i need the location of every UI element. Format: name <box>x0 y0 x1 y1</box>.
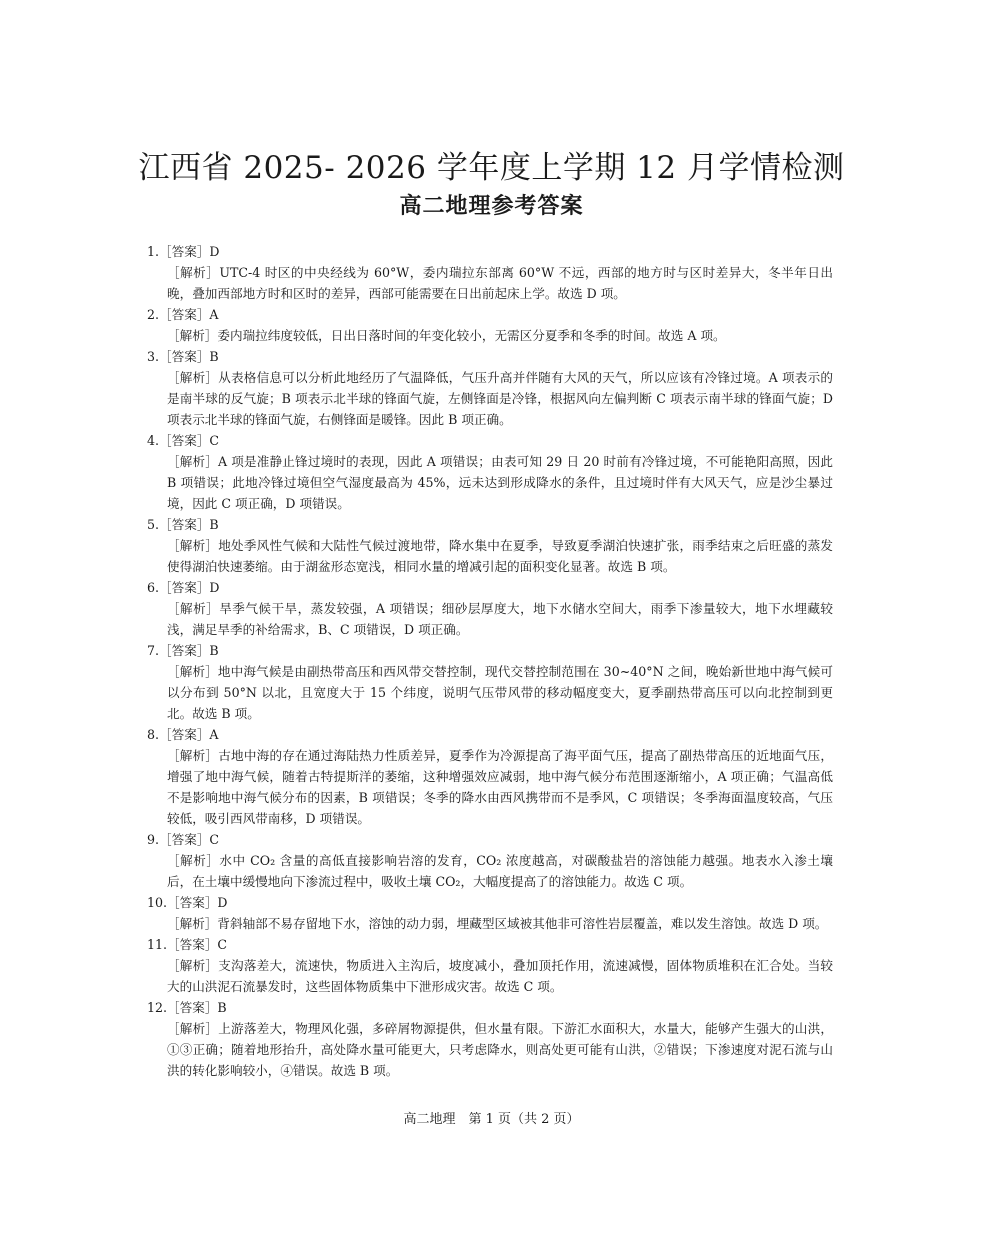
answer-line <box>147 304 833 325</box>
question-9 <box>147 829 833 892</box>
answer-line <box>147 514 833 535</box>
answer-line <box>147 241 833 262</box>
answer-text: ［答案］B <box>159 517 219 532</box>
question-2 <box>147 304 833 346</box>
analysis-text: ［解析］背斜轴部不易存留地下水，溶蚀的动力弱，埋藏型区域被其他非可溶性岩层覆盖，难以发生溶蚀。故选 D 项。 <box>167 916 828 931</box>
analysis-text: ［解析］旱季气候干旱，蒸发较强，A 项错误；细砂层厚度大，地下水储水空间大，雨季下渗量较大，地下水埋藏较浅，满足旱季的补给需求，B、C 项错误，D 项正确。 <box>167 601 833 637</box>
question-5 <box>147 514 833 577</box>
question-11 <box>147 934 833 997</box>
answer-text: ［答案］D <box>167 895 228 910</box>
answer-line <box>147 430 833 451</box>
answer-line <box>147 724 833 745</box>
answer-text: ［答案］C <box>159 832 220 847</box>
question-number: 2. <box>147 307 160 322</box>
analysis-text: ［解析］从表格信息可以分析此地经历了气温降低，气压升高并伴随有大风的天气，所以应该有冷锋过境。A 项表示的是南半球的反气旋；B 项表示北半球的锋面气旋，左侧锋面是冷锋，根据风向左偏判断 C 项表示南半球的锋面气旋；D 项表示北半球的锋面气旋，右侧锋面是暖锋。因此 B 项正确。 <box>167 370 833 427</box>
question-3 <box>147 346 833 430</box>
answer-text: ［答案］A <box>159 727 219 742</box>
question-number: 8. <box>147 727 160 742</box>
answer-line <box>147 346 833 367</box>
answer-line <box>147 829 833 850</box>
answer-line <box>147 577 833 598</box>
page-subtitle: 高二地理参考答案 <box>399 194 584 219</box>
page-title: 江西省 2025- 2026 学年度上学期 12 月学情检测 <box>138 150 845 186</box>
answer-line <box>147 640 833 661</box>
question-1 <box>147 241 833 304</box>
answer-line <box>147 997 833 1018</box>
question-7 <box>147 640 833 724</box>
answer-line <box>147 934 833 955</box>
answer-list <box>147 241 833 1081</box>
question-number: 5. <box>147 517 160 532</box>
answer-text: ［答案］D <box>159 244 220 259</box>
question-number: 4. <box>147 433 160 448</box>
answer-text: ［答案］B <box>159 349 219 364</box>
question-number: 1. <box>147 244 160 259</box>
analysis-text: ［解析］水中 CO₂ 含量的高低直接影响岩溶的发育，CO₂ 浓度越高，对碳酸盐岩的溶蚀能力越强。地表水入渗土壤后，在土壤中缓慢地向下渗流过程中，吸收土壤 CO₂，大幅度提高了的溶蚀能力。故选 C 项。 <box>167 853 833 889</box>
question-6 <box>147 577 833 640</box>
analysis-text: ［解析］支沟落差大，流速快，物质进入主沟后，坡度减小，叠加顶托作用，流速减慢，固体物质堆积在汇合处。当较大的山洪泥石流暴发时，这些固体物质集中下泄形成灾害。故选 C 项。 <box>167 958 833 994</box>
answer-text: ［答案］C <box>159 433 220 448</box>
question-number: 9. <box>147 832 160 847</box>
analysis-text: ［解析］古地中海的存在通过海陆热力性质差异，夏季作为冷源提高了海平面气压，提高了副热带高压的近地面气压，增强了地中海气候，随着古特提斯洋的萎缩，这种增强效应减弱，地中海气候分布范围逐渐缩小，A 项正确；气温高低不是影响地中海气候分布的因素，B 项错误；冬季的降水由西风携带而不是季风，C 项错误；冬季海面温度较高，气压较低，吸引西风带南移，D 项错误。 <box>167 748 833 826</box>
question-10 <box>147 892 833 934</box>
analysis-text: ［解析］UTC-4 时区的中央经线为 60°W，委内瑞拉东部离 60°W 不远，西部的地方时与区时差异大，冬半年日出晚，叠加西部地方时和区时的差异，西部可能需要在日出前起床上学。故选 D 项。 <box>167 265 833 301</box>
question-number: 3. <box>147 349 160 364</box>
question-number: 10. <box>147 895 168 910</box>
analysis-text: ［解析］地中海气候是由副热带高压和西风带交替控制，现代交替控制范围在 30~40°N 之间，晚始新世地中海气候可以分布到 50°N 以北，且宽度大于 15 个纬度，说明气压带风带的移动幅度变大，夏季副热带高压可以向北控制到更北。故选 B 项。 <box>167 664 833 721</box>
question-number: 7. <box>147 643 160 658</box>
answer-text: ［答案］D <box>159 580 220 595</box>
question-8 <box>147 724 833 829</box>
question-12 <box>147 997 833 1081</box>
answer-line <box>147 892 833 913</box>
answer-text: ［答案］A <box>159 307 219 322</box>
answer-text: ［答案］B <box>159 643 219 658</box>
question-number: 12. <box>147 1000 168 1015</box>
answer-text: ［答案］B <box>167 1000 227 1015</box>
analysis-text: ［解析］上游落差大，物理风化强，多碎屑物源提供，但水量有限。下游汇水面积大，水量大，能够产生强大的山洪，①③正确；随着地形抬升，高处降水量可能更大，只考虑降水，则高处更可能有山洪，②错误；下渗速度对泥石流与山洪的转化影响较小，④错误。故选 B 项。 <box>167 1021 833 1078</box>
analysis-text: ［解析］A 项是准静止锋过境时的表现，因此 A 项错误；由表可知 29 日 20 时前有冷锋过境，不可能艳阳高照，因此 B 项错误；此地冷锋过境但空气湿度最高为 45%，远未达到形成降水的条件，且过境时伴有大风天气，应是沙尘暴过境，因此 C 项正确，D 项错误。 <box>167 454 833 511</box>
page-footer: 高二地理 第 1 页（共 2 页） <box>403 1112 580 1127</box>
analysis-text: ［解析］地处季风性气候和大陆性气候过渡地带，降水集中在夏季，导致夏季湖泊快速扩张，雨季结束之后旺盛的蒸发使得湖泊快速萎缩。由于湖盆形态宽浅，相同水量的增减引起的面积变化显著。故选 B 项。 <box>167 538 833 574</box>
question-number: 6. <box>147 580 160 595</box>
question-4 <box>147 430 833 514</box>
answer-text: ［答案］C <box>167 937 228 952</box>
question-number: 11. <box>147 937 168 952</box>
analysis-text: ［解析］委内瑞拉纬度较低，日出日落时间的年变化较小，无需区分夏季和冬季的时间。故选 A 项。 <box>167 328 726 343</box>
